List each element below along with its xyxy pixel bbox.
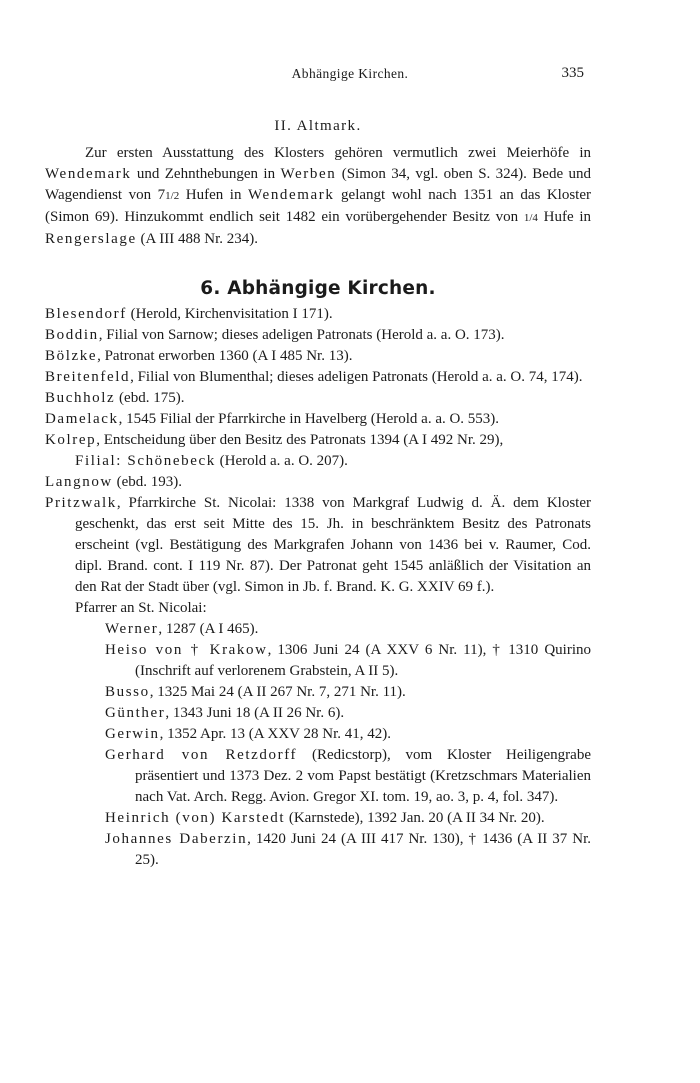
church-name: Pritzwalk [45,495,117,511]
church-name: Bölzke [45,348,98,364]
fraction: 1/4 [523,212,538,224]
entry-text: (Herold a. a. O. 207). [215,453,348,469]
pastor-name: Gerhard von Retzdorff [105,747,298,763]
place-name: Werben [280,166,337,182]
pastor-name: Werner [105,621,159,637]
place-name: Rengerslage [45,231,137,247]
filial-entry [45,451,591,472]
pastor-name: Günther [105,705,166,721]
church-name: Buchholz [45,390,116,406]
place-name: Wendemark [248,187,335,203]
paragraph-text: (A III 488 Nr. 234). [136,231,258,247]
paragraph-text: gelangt wohl nach 1351 an das Kloster (Simon 69). Hinzukommt endlich seit 1482 ein vorübergehender Besitz von [45,187,592,225]
pastor-name: Heinrich (von) Karstedt [105,810,286,826]
entry-text: , 1352 Apr. 13 (A XXV 28 Nr. 41, 42). [159,726,391,742]
pastor-entry [45,619,591,640]
entry-text: , Filial von Blumenthal; dieses adeligen Patronats (Herold a. a. O. 74, 174). [130,369,583,385]
paragraph-text: Zur ersten Ausstattung des Klosters gehören vermutlich zwei Meierhöfe in [85,145,591,161]
pastor-entry [45,808,591,829]
entry-text: (ebd. 175). [115,390,185,406]
entry-text: (Karnstede), 1392 Jan. 20 (A II 34 Nr. 20). [285,810,545,826]
pfarrer-heading: Pfarrer an St. Nicolai: [75,600,207,616]
church-entry [45,346,591,367]
entry-text: , 1545 Filial der Pfarrkirche in Havelberg (Herold a. a. O. 553). [118,411,500,427]
entry-text: , 1287 (A I 465). [158,621,259,637]
page-number: 335 [561,65,584,81]
paragraph-text: und Zehnthebungen in [131,166,281,182]
entry-text: (Redicstorp), vom Kloster Heiligengrabe präsentiert und 1373 Dez. 2 vom Papst bestätigt (Kretzschmars Materialien nach Vat. Arch. Regg. Avion. Gregor XI. tom. 19, ao. 3, p. 4, fol. 347). [135,747,591,805]
running-title: Abhängige Kirchen. [291,66,409,81]
entry-text: , Filial von Sarnow; dieses adeligen Patronats (Herold a. a. O. 173). [98,327,505,343]
church-entry [45,430,591,451]
pastor-name: Heiso von † Krakow [105,642,268,658]
church-entry [45,388,591,409]
pastor-entry [45,829,591,871]
entry-text: , Patronat erworben 1360 (A I 485 Nr. 13). [97,348,353,364]
church-name: Boddin [45,327,99,343]
scan-speck [624,1000,627,1003]
entry-text: , 1306 Juni 24 (A XXV 6 Nr. 11), † 1310 Quirino (Inschrift auf verlorenem Grabstein, A II 5). [135,642,591,679]
pastor-entry [45,640,591,682]
altmark-paragraph [45,143,591,250]
filial-label: Filial: Schönebeck [75,453,216,469]
place-name: Wendemark [45,166,132,182]
pastor-name: Johannes Daberzin [105,831,248,847]
paragraph-text: Hufen in [179,187,248,203]
page-body [45,116,591,871]
entry-text: (ebd. 193). [112,474,183,490]
fraction: 1/2 [165,190,180,202]
church-entry [45,472,591,493]
chapter-heading: 6. Abhängige Kirchen. [200,278,436,299]
entry-text: , 1420 Juni 24 (A III 417 Nr. 130), † 1436 (A II 37 Nr. 25). [135,831,591,868]
entry-text: , 1325 Mai 24 (A II 267 Nr. 7, 271 Nr. 11). [149,684,406,700]
church-name: Damelack [45,411,119,427]
pastor-entry [45,745,591,808]
pastor-name: Busso [105,684,150,700]
church-entry [45,493,591,598]
pastor-entry [45,724,591,745]
church-entry [45,409,591,430]
church-entry [45,325,591,346]
section-heading: II. Altmark. [274,118,362,134]
church-name: Breitenfeld [45,369,131,385]
entry-text: , Entscheidung über den Besitz des Patronats 1394 (A I 492 Nr. 29), [96,432,504,448]
running-head [0,66,700,86]
paragraph-text: (Simon 34, vgl. oben S. 324). Bede und Wagendienst von 7 [45,166,591,203]
pastor-name: Gerwin [105,726,160,742]
paragraph-text: Hufe in [537,209,591,225]
entry-text: , Pfarrkirche St. Nicolai: 1338 von Markgraf Ludwig d. Ä. dem Kloster geschenkt, das erst seit Mitte des 15. Jh. in beschränktem Besitz des Patronats erscheint (vgl. Bestätigung des Markgrafen Johann von 1436 bei v. Raumer, Cod. dipl. Brand. cont. I 119 Nr. 87). Der Patronat geht 1545 anläßlich der Visitation an den Rat der Stadt über (vgl. Simon in Jb. f. Brand. K. G. XXIV 69 f.). [75,495,591,595]
entry-text: , 1343 Juni 18 (A II 26 Nr. 6). [165,705,345,721]
church-name: Langnow [45,474,113,490]
church-entry [45,304,591,325]
entry-text: (Herold, Kirchenvisitation I 171). [126,306,333,322]
pastor-entry [45,703,591,724]
church-name: Kolrep [45,432,97,448]
pastor-entry [45,682,591,703]
church-entry [45,367,591,388]
church-name: Blesendorf [45,306,127,322]
